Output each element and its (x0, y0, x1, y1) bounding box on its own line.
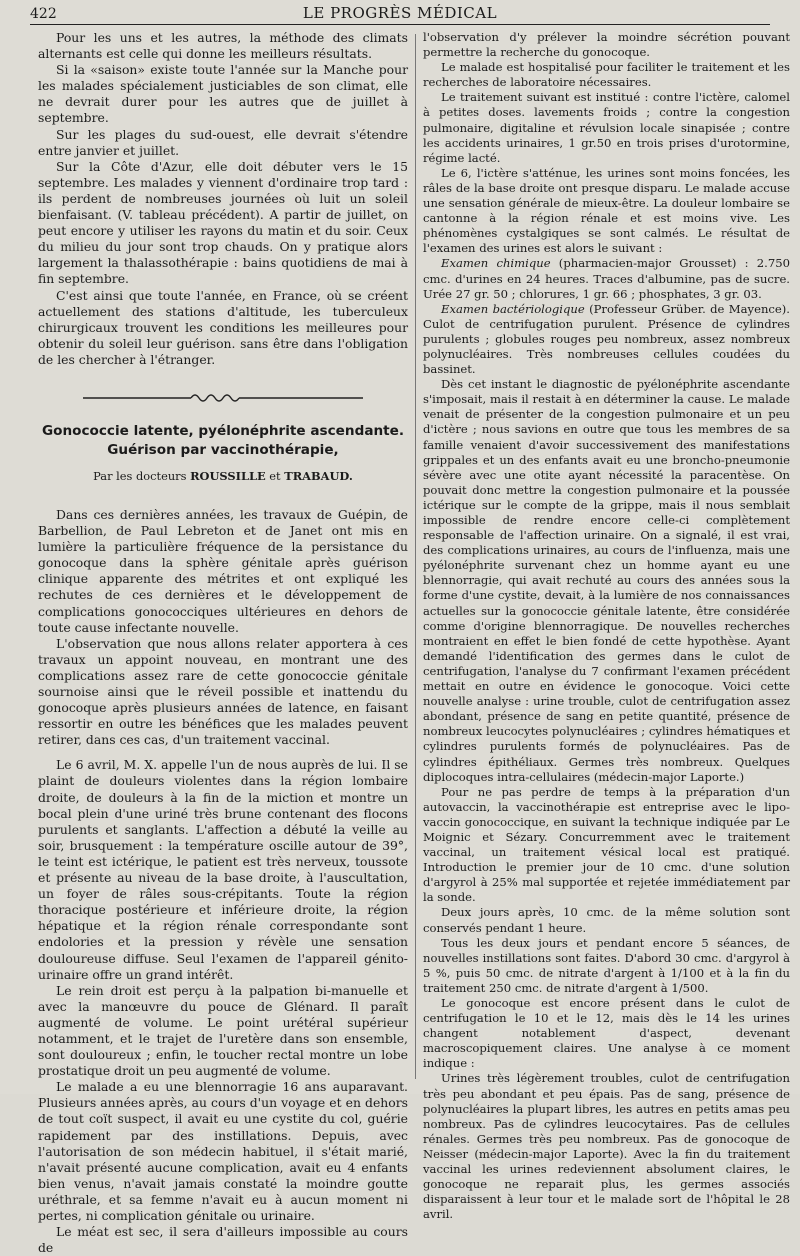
paragraph: Le traitement suivant est institué : contre l'ictère, calomel à petites doses. lavements froids ; contre la congestion pulmonaire, digitaline et révulsion locale sinapisée ; contre les accidents urinaires, 1 gr.50 en trois prises d'urotormine, régime lacté. (423, 90, 790, 165)
paragraph: C'est ainsi que toute l'année, en France, où se créent actuellement des stations d'altitude, les tuberculeux chirurgicaux trouvent les conditions les meilleures pour obtenir du soleil leur guérison. sans être dans l'obligation de les chercher à l'étranger. (38, 287, 408, 367)
paragraph: Sur les plages du sud-ouest, elle devrait s'étendre entre janvier et juillet. (38, 126, 408, 158)
exam-label: Examen chimique (441, 256, 551, 271)
paragraph: L'observation que nous allons relater apportera à ces travaux un appoint nouveau, en montrant une des complications assez rare de cette gonococcie génitale sournoise ainsi que le réveil possible et inattendu du gonocoque après plusieurs années de latence, en faisant ressortir en outre les bénéfices que les malades peuvent retirer, dans ces cas, d'un traitement vaccinal. (38, 635, 408, 748)
paragraph: Dès cet instant le diagnostic de pyélonéphrite ascendante s'imposait, mais il restait à en déterminer la cause. Le malade venait de présenter de la congestion pulmonaire et un peu d'ictère ; nous savions en outre que tous les membres de sa famille venaient d'avoir successivement des manifestations grippales et un des enfants avait eu une broncho-pneumonie sévère avec une otite ayant nécessité la paracentèse. On pouvait donc mettre la congestion pulmonaire et la poussée ictérique sur le compte de la grippe, mais il nous semblait impossible de rendre encore celle-ci complètement responsable de l'affection urinaire. On a signalé, il est vrai, des complications urinaires, au cours de l'influenza, mais une pyélonéphrite survenant chez un homme ayant eu une blennorragie, qui avait rechuté au cours des années sous la forme d'une cystite, devait, à la lumière de nos connaissances actuelles sur la gonococcie génitale latente, être considérée comme d'origine blennorragique. De nouvelles recherches montraient en effet le bien fondé de cette hypothèse. Ayant demandé l'identification des germes dans le culot de centrifugation, l'analyse du 7 confirmant l'examen précédent mettait en outre en évidence le gonocoque. Voici cette nouvelle analyse : urine trouble, culot de centrifugation assez abondant, présence de sang en petite quantité, présence de nombreux leucocytes polynucléaires ; cylindres hématiques et cylindres purulents formés de polynucléaires. Pas de cylindres épithéliaux. Germes très nombreux. Quelques diplocoques intra-cellulaires (médecin-major Laporte.) (423, 377, 790, 784)
paragraph: l'observation d'y prélever la moindre sécrétion pouvant permettre la recherche du gonocoque. (423, 30, 790, 60)
column-divider (415, 34, 416, 1079)
paragraph: Le malade est hospitalisé pour faciliter le traitement et les recherches de laboratoire nécessaires. (423, 60, 790, 90)
paragraph: Pour ne pas perdre de temps à la préparation d'un autovaccin, la vaccinothérapie est entreprise avec le lipo-vaccin gonococcique, en suivant la technique indiquée par Le Moignic et Sézary. Concurremment avec le traitement vaccinal, un traitement vésical local est pratiqué. Introduction le premier jour de 10 cmc. d'une solution d'argyrol à 25% mal supportée et rejetée immédiatement par la sonde. (423, 784, 790, 905)
byline-and: et (269, 468, 281, 483)
running-title: LE PROGRÈS MÉDICAL (302, 4, 498, 22)
article-title-line: Guérison par vaccinothérapie, (107, 441, 339, 458)
paragraph: Urines très légèrement troubles, culot de centrifugation très peu abondant et peu épais. Pas de sang, présence de polynucléaires la plupart libres, les autres en petits amas peu nombreux. Pas de cylindres leucocytaires. Pas de cellules rénales. Germes très peu nombreux. Pas de gonocoque de Neisser (médecin-major Laporte). Avec la fin du traitement vaccinal les urines redeviennent absolument claires, le gonocoque ne reparait plus, les germes associés disparaissent à leur tour et le malade sort de l'hôpital le 28 avril. (423, 1071, 790, 1222)
article-title (38, 422, 408, 460)
paragraph: Le méat est sec, il sera d'ailleurs impossible au cours de (38, 1224, 408, 1256)
exam-text: (pharmacien-major Grousset) : 2.750 cmc. d'urines en 24 heures. Traces d'albumine, pas de sucre. Urée 27 gr. 50 ; chlorures, 1 gr. 66 ; phosphates, 3 gr. 03. (423, 256, 790, 301)
paragraph: Si la «saison» existe toute l'année sur la Manche pour les malades spécialement justiciables de son climat, elle ne devrait durer pour les autres que de juillet à septembre. (38, 62, 408, 126)
byline-prefix: Par les docteurs (93, 468, 187, 483)
section-divider-ornament (73, 390, 373, 404)
exam-text: (Professeur Grüber. de Mayence). Culot de centrifugation purulent. Présence de cylindres purulents ; globules rouges peu nombreux, assez nombreux polynucléaires. Très nombreuses cellules coudées du bassinet. (423, 301, 790, 377)
paragraph: Deux jours après, 10 cmc. de la même solution sont conservés pendant 1 heure. (423, 905, 790, 935)
paragraph: Dans ces dernières années, les travaux de Guépin, de Barbellion, de Paul Lebreton et de Janet ont mis en lumière la particulière fréquence de la persistance du gonocoque dans la sphère génitale après guérison clinique apparente des métrites et ont expliqué les rechutes de ces dernières et le développement de complications gonococciques ultérieures en dehors de toute cause infectante nouvelle. (38, 506, 408, 635)
paragraph: Le 6, l'ictère s'atténue, les urines sont moins foncées, les râles de la base droite ont presque disparu. Le malade accuse une sensation générale de mieux-être. La douleur lombaire se cantonne à la région rénale et est moins vive. Les phénomènes cystalgiques se sont calmés. Le résultat de l'examen des urines est alors le suivant : (423, 165, 790, 256)
exam-bacterio-paragraph (423, 302, 790, 377)
exam-chimique-paragraph (423, 256, 790, 301)
author-name: ROUSSILLE (190, 468, 266, 483)
byline (38, 469, 408, 483)
page-header (30, 2, 770, 25)
paragraph: Le gonocoque est encore présent dans le culot de centrifugation le 10 et le 12, mais dès le 14 les urines changent notablement d'aspect, devenant macroscopiquement claires. Une analyse à ce moment indique : (423, 996, 790, 1071)
exam-label: Examen bactériologique (441, 301, 585, 316)
paragraph: Le rein droit est perçu à la palpation bi-manuelle et avec la manœuvre du pouce de Glénard. Il paraît augmenté de volume. Le point urétéral supérieur notamment, et le trajet de l'uretère dans son ensemble, sont douloureux ; enfin, le toucher rectal montre un lobe prostatique droit un peu augmenté de volume. (38, 982, 408, 1079)
author-name: TRABAUD. (284, 468, 353, 483)
paragraph: Tous les deux jours et pendant encore 5 séances, de nouvelles instillations sont faites. D'abord 30 cmc. d'argyrol à 5 %, puis 50 cmc. de nitrate d'argent à 1/100 et à la fin du traitement 250 cmc. de nitrate d'argent à 1/500. (423, 935, 790, 995)
paragraph: Le malade a eu une blennorragie 16 ans auparavant. Plusieurs années après, au cours d'un voyage et en dehors de tout coït suspect, il avait eu une cystite du col, guérie rapidement par des instillations. Depuis, avec l'autorisation de son médecin habituel, il s'était marié, n'avait présenté aucune complication, avait eu 4 enfants bien venus, n'avait jamais constaté la moindre goutte uréthrale, et sa femme n'avait eu à aucun moment ni pertes, ni complication génitale ou urinaire. (38, 1079, 408, 1223)
left-column (38, 30, 408, 1256)
paragraph: Le 6 avril, M. X. appelle l'un de nous auprès de lui. Il se plaint de douleurs violentes dans la région lombaire droite, de douleurs à la fin de la miction et montre un bocal plein d'une uriné très brune contenant des flocons purulents et sanglants. L'affection a débuté la veille au soir, brusquement : la température oscille autour de 39°, le teint est ictérique, le patient est très nerveux, toussote et présente au niveau de la base droite, à l'auscultation, un foyer de râles sous-crépitants. Toute la région thoracique postérieure et inférieure droite, la région hépatique et la région rénale correspondante sont endolories et la pression y révèle une sensation douloureuse diffuse. Seul l'examen de l'appareil génito-urinaire offre un grand intérêt. (38, 757, 408, 982)
paragraph: Pour les uns et les autres, la méthode des climats alternants est celle qui donne les meilleurs résultats. (38, 30, 408, 62)
article-title-line: Gonococcie latente, pyélonéphrite ascendante. (41, 422, 405, 439)
page-number: 422 (30, 6, 57, 22)
paragraph: Sur la Côte d'Azur, elle doit débuter vers le 15 septembre. Les malades y viennent d'ordinaire trop tard : ils perdent de nombreuses journées où luit un soleil bienfaisant. (V. tableau précédent). A partir de juillet, on peut encore y utiliser les rayons du matin et du soir. Ceux du milieu du jour sont trop chauds. On y pratique alors largement la thalassothérapie : bains quotidiens de mai à fin septembre. (38, 158, 408, 287)
right-column (423, 30, 790, 1222)
